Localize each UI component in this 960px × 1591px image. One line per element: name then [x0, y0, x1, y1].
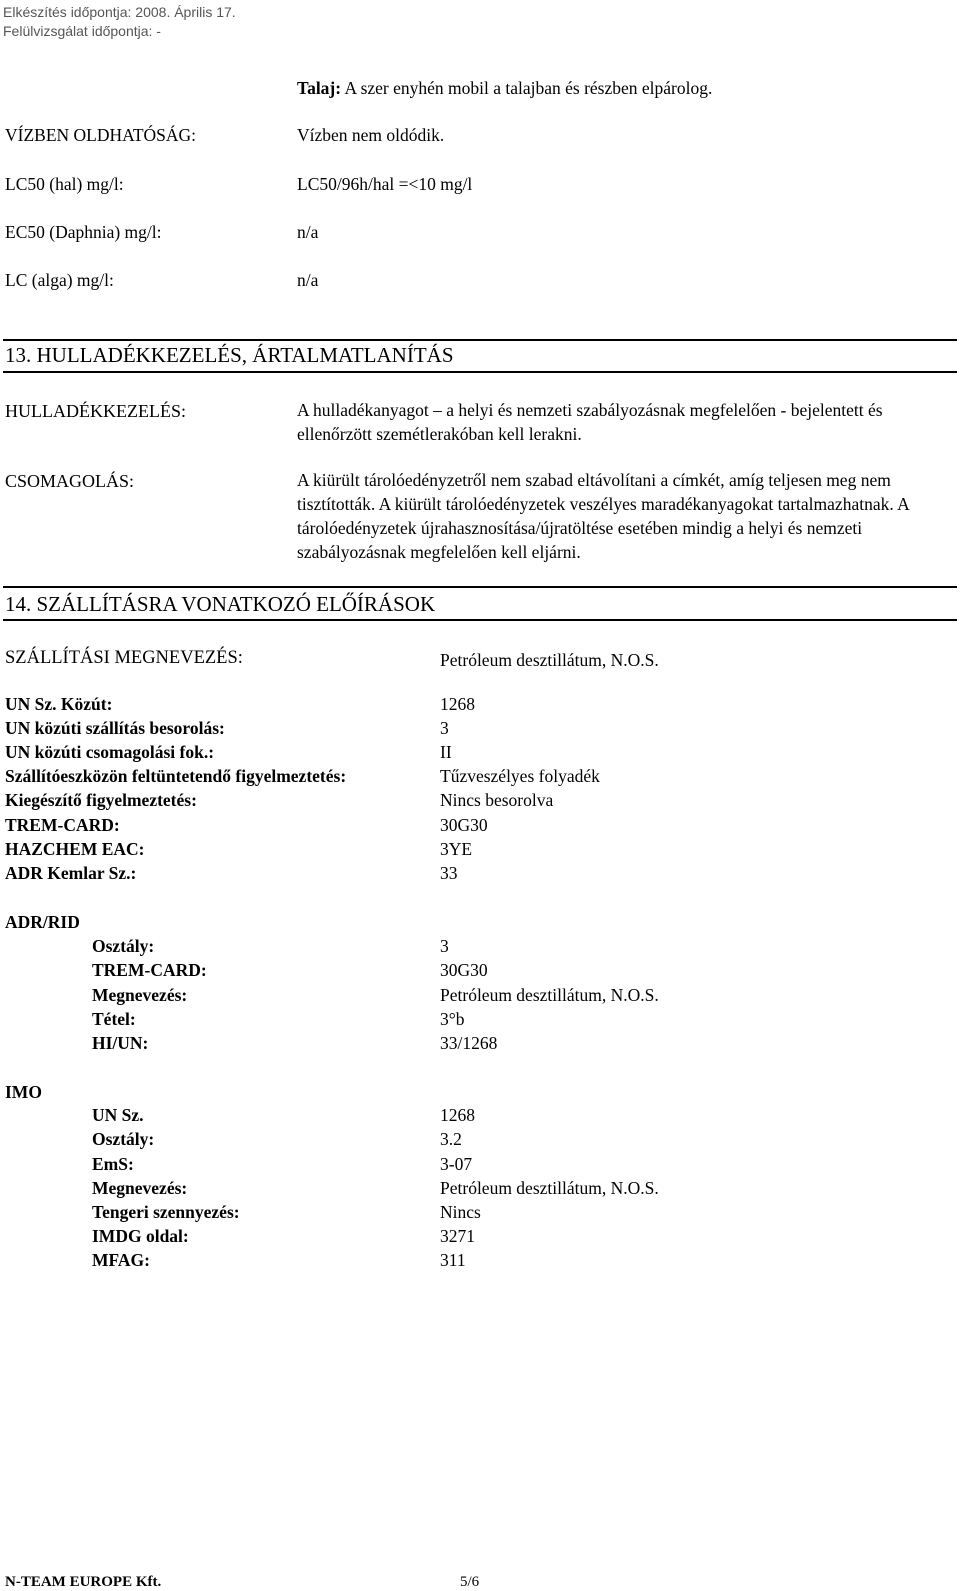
imo-value: 311 [440, 1250, 466, 1270]
section-13-bottom-rule [3, 371, 957, 373]
imo-heading-row [5, 1080, 945, 1104]
section-14-bottom-rule [3, 619, 957, 621]
imo-value: 1268 [440, 1105, 475, 1125]
imo-row [5, 1248, 945, 1272]
imo-value: Nincs [440, 1202, 481, 1222]
adr-heading-row [5, 910, 945, 934]
adr-value: Petróleum desztillátum, N.O.S. [440, 985, 659, 1005]
footer-page-number: 5/6 [460, 1574, 480, 1590]
eco-label-lc-alga: LC (alga) mg/l: [5, 270, 114, 290]
imo-value: 3-07 [440, 1154, 473, 1174]
adr-row [5, 958, 945, 982]
eco-value-solubility: Vízben nem oldódik. [297, 125, 445, 145]
adr-label: TREM-CARD: [92, 960, 207, 980]
waste-text: A hulladékanyagot – a helyi és nemzeti szabályozásnak megfelelően - bejelentett és ellenőrzött szemétlerakóban kell lerakni. [297, 400, 883, 444]
road-value: 30G30 [440, 815, 488, 835]
shipping-name-label: SZÁLLÍTÁSI MEGNEVEZÉS: [5, 648, 243, 668]
shipping-name-value: Petróleum desztillátum, N.O.S. [440, 650, 659, 670]
imo-row [5, 1127, 945, 1151]
imo-label: Megnevezés: [92, 1178, 188, 1198]
adr-row [5, 1007, 945, 1031]
eco-label-lc50-fish: LC50 (hal) mg/l: [5, 174, 124, 194]
packaging-text: A kiürült tárolóedényzetről nem szabad eltávolítani a címkét, amíg teljesen meg nem tisztították. A kiürült tárolóedényzetek veszélyes maradékanyagokat tartalmazhatnak. A tárolóedényzetek újrahasznosítása/újratöltése esetében mindig a helyi és nemzeti szabályozásnak megfelelően kell eljárni. [297, 470, 909, 562]
adr-value: 33/1268 [440, 1033, 498, 1053]
imo-value: 3.2 [440, 1129, 462, 1149]
adr-row [5, 983, 945, 1007]
road-row [5, 692, 945, 716]
adr-row [5, 1031, 945, 1055]
road-row [5, 764, 945, 788]
adr-value: 3°b [440, 1009, 465, 1029]
road-row [5, 788, 945, 812]
road-value: II [440, 742, 452, 762]
adr-heading: ADR/RID [5, 912, 80, 932]
footer-company: N-TEAM EUROPE Kft. [5, 1574, 162, 1590]
section-13-top-rule [3, 339, 957, 341]
imo-value: Petróleum desztillátum, N.O.S. [440, 1178, 659, 1198]
imo-heading: IMO [5, 1082, 42, 1102]
road-row [5, 740, 945, 764]
imo-label: EmS: [92, 1154, 134, 1174]
adr-value: 30G30 [440, 960, 488, 980]
soil-info [297, 77, 712, 99]
imo-row [5, 1200, 945, 1224]
eco-label-solubility: VÍZBEN OLDHATÓSÁG: [5, 125, 197, 145]
imo-label: Tengeri szennyezés: [92, 1202, 240, 1222]
eco-label-ec50-daphnia: EC50 (Daphnia) mg/l: [5, 222, 162, 242]
road-value: 33 [440, 863, 458, 883]
road-label: Kiegészítő figyelmeztetés: [5, 790, 197, 810]
eco-value-lc-alga: n/a [297, 270, 319, 290]
eco-value-lc50-fish: LC50/96h/hal =<10 mg/l [297, 174, 473, 194]
road-row [5, 861, 945, 885]
imo-row [5, 1152, 945, 1176]
road-row [5, 837, 945, 861]
imo-value: 3271 [440, 1226, 475, 1246]
soil-text: A szer enyhén mobil a talajban és részben elpárolog. [344, 78, 713, 98]
road-value: Nincs besorolva [440, 790, 554, 810]
road-label: HAZCHEM EAC: [5, 839, 145, 859]
imo-row [5, 1176, 945, 1200]
road-label: TREM-CARD: [5, 815, 120, 835]
packaging-label: CSOMAGOLÁS: [5, 471, 135, 491]
road-row [5, 716, 945, 740]
adr-row [5, 934, 945, 958]
imo-row [5, 1224, 945, 1248]
road-value: 1268 [440, 694, 475, 714]
road-value: 3 [440, 718, 449, 738]
adr-value: 3 [440, 936, 449, 956]
road-row [5, 813, 945, 837]
adr-label: Tétel: [92, 1009, 136, 1029]
road-value: Tűzveszélyes folyadék [440, 766, 600, 786]
soil-label: Talaj: [297, 78, 342, 98]
road-label: Szállítóeszközön feltüntetendő figyelmeztetés: [5, 766, 347, 786]
imo-label: UN Sz. [92, 1105, 144, 1125]
adr-label: Osztály: [92, 936, 155, 956]
road-label: ADR Kemlar Sz.: [5, 863, 137, 883]
road-label: UN közúti csomagolási fok.: [5, 742, 215, 762]
imo-row [5, 1103, 945, 1127]
section-14-title: 14. SZÁLLÍTÁSRA VONATKOZÓ ELŐÍRÁSOK [5, 592, 436, 616]
eco-value-ec50-daphnia: n/a [297, 222, 319, 242]
imo-label: MFAG: [92, 1250, 150, 1270]
adr-label: Megnevezés: [92, 985, 188, 1005]
revised-date: Felülvizsgálat időpontja: - [3, 23, 161, 39]
imo-label: IMDG oldal: [92, 1226, 189, 1246]
road-label: UN közúti szállítás besorolás: [5, 718, 225, 738]
road-label: UN Sz. Közút: [5, 694, 113, 714]
imo-label: Osztály: [92, 1129, 155, 1149]
section-14-top-rule [3, 586, 957, 588]
created-date: Elkészítés időpontja: 2008. Április 17. [3, 4, 236, 20]
road-value: 3YE [440, 839, 473, 859]
waste-label: HULLADÉKKEZELÉS: [5, 401, 186, 421]
section-13-title: 13. HULLADÉKKEZELÉS, ÁRTALMATLANÍTÁS [5, 343, 454, 367]
adr-label: HI/UN: [92, 1033, 149, 1053]
